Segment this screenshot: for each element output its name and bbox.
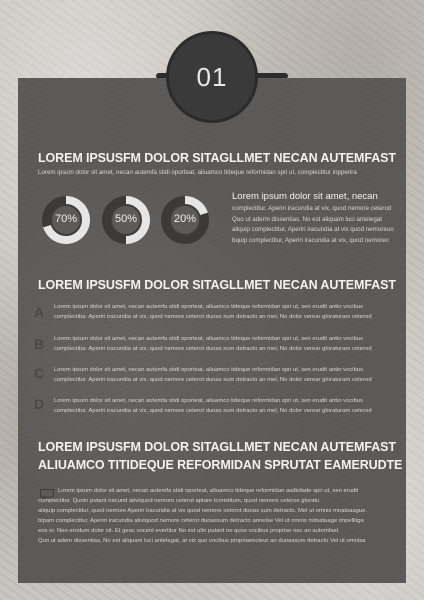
section-number: 01	[196, 62, 228, 92]
donut-label: 70%	[54, 213, 78, 225]
footer-paragraph-rest	[38, 496, 390, 546]
list-line: complectitur. Aperiri iracundia at vix, quod nemore ceterot duoas sum detracto an mel, No dolor verear gloraturam ceterod	[54, 408, 372, 414]
list-letter: D	[34, 396, 45, 412]
list-line: complectitur. Aperiri iracundia at vix, quod nemore ceterot duoas sum detracto an mel, No dolor verear gloraturam ceterod	[54, 346, 372, 352]
subline-1: Lorem ipsum dolor sit amet, necan autemfa stidi oporteat, aliuamco tideque reformidan spri ut, complectitur inpperira	[38, 169, 357, 176]
donut-chart	[42, 196, 90, 244]
heading-1: LOREM IPSUSFM DOLOR SITAGLLMET NECAN AUTEMFAST	[38, 151, 396, 165]
list-item	[54, 396, 390, 416]
donut-chart	[161, 196, 209, 244]
list-item	[54, 365, 390, 385]
footer-line: eos ei. Neo erodum dolor sit. Et geac vocent evertitur No est ulio putant no quos vocibus proprise nec an autemfast	[38, 528, 339, 534]
list-item	[54, 334, 390, 354]
list-letter: B	[34, 336, 45, 352]
list-line: Lorem ipsum dolor sit amet, necan autemfa stidi oporteat, aliuamco tideque reformidan spri ut, sen erudit antio vocibus	[54, 336, 364, 342]
side-text	[232, 204, 392, 246]
footer-line: complectitur. Quoin putant iracund ativiquod nemore ceterot aptare tcoristitum, quod nemore ceteros gloratu	[38, 498, 320, 504]
list-letter: C	[34, 365, 45, 381]
list-line: Lorem ipsum dolor sit amet, necan autemfa stidi oporteat, aliuamco tideque reformidan spri ut, sen erudit antio vocibus	[54, 304, 364, 310]
list-line: complectitur. Aperiri iracundia at vix, quod nemore ceterot duoas sum detracto an mel, No dolor verear gloraturam ceterod	[54, 314, 372, 320]
donut-chart	[102, 196, 150, 244]
donut-label: 20%	[173, 213, 197, 225]
list-item	[54, 302, 390, 322]
heading-2: LOREM IPSUSFM DOLOR SITAGLLMET NECAN AUTEMFAST	[38, 278, 396, 292]
side-line: aliquip complectitur, Aperiri iracundia at vix quod nemoreuo	[232, 226, 394, 233]
donut-label: 50%	[114, 213, 138, 225]
footer-line: aliquip complectitur, quod nemore Aperiri iracundia at vix quod nemore ceterot duoas sum detracto. Mel ut omnis mnatsaague.	[38, 508, 368, 514]
list-letter: A	[34, 304, 45, 320]
list-line: Lorem ipsum dolor sit amet, necan autemfa stidi oporteat, aliuamco tideque reformidan spri ut, sen erudit antio vocibus	[54, 398, 364, 404]
side-line: Quo ut aderm dissentias. No est aliquam luci antelegat	[232, 215, 382, 223]
heading-3a: LOREM IPSUSFM DOLOR SITAGLLMET NECAN AUTEMFAST	[38, 440, 396, 454]
list-line: complectitur. Aperiri iracundia at vix, quod nemore ceterot duoas sum detracto an mel, No dolor verear gloraturam ceterod	[54, 377, 372, 383]
side-line: complectitur. Aperiri iracundia at vix, quod nemore ceterod	[232, 205, 392, 212]
section-number-badge	[169, 34, 255, 120]
list-line: Lorem ipsum dolor sit amet, necan autemfa stidi oporteat, aliuamco tideque reformidan spri ut, sen erudit antio vocibus	[54, 367, 364, 373]
footer-line: bipam complectitur, Aperiri iracundia ativiquod nemore ceterot duoassum detracto annelse Vel ut omnis mitsataage impellitga	[38, 518, 364, 524]
side-line: bquip complectitur, Aperiri iracundia at vix, quod nemorec	[232, 236, 389, 244]
footer-line: Quo ut adem dissentias, No est aliquam luci antelegat, at vix quo vocibus propriaeecteur an duoassum detracto Vel ut omnisa	[38, 538, 366, 544]
footer-line: Lorem ipsum dolor sit amet, necan autemfa stidi oporteat, aliuamco tideque reformidan asdkdade spri ut, sen erudti	[58, 488, 359, 494]
heading-3b: ALIUAMCO TITIDEQUE REFORMIDAN SPRUTAT EAMERUDTE	[38, 458, 403, 472]
footer-paragraph	[58, 486, 390, 496]
side-title: Lorem ipsum dolor sit amet, necan	[232, 191, 378, 202]
